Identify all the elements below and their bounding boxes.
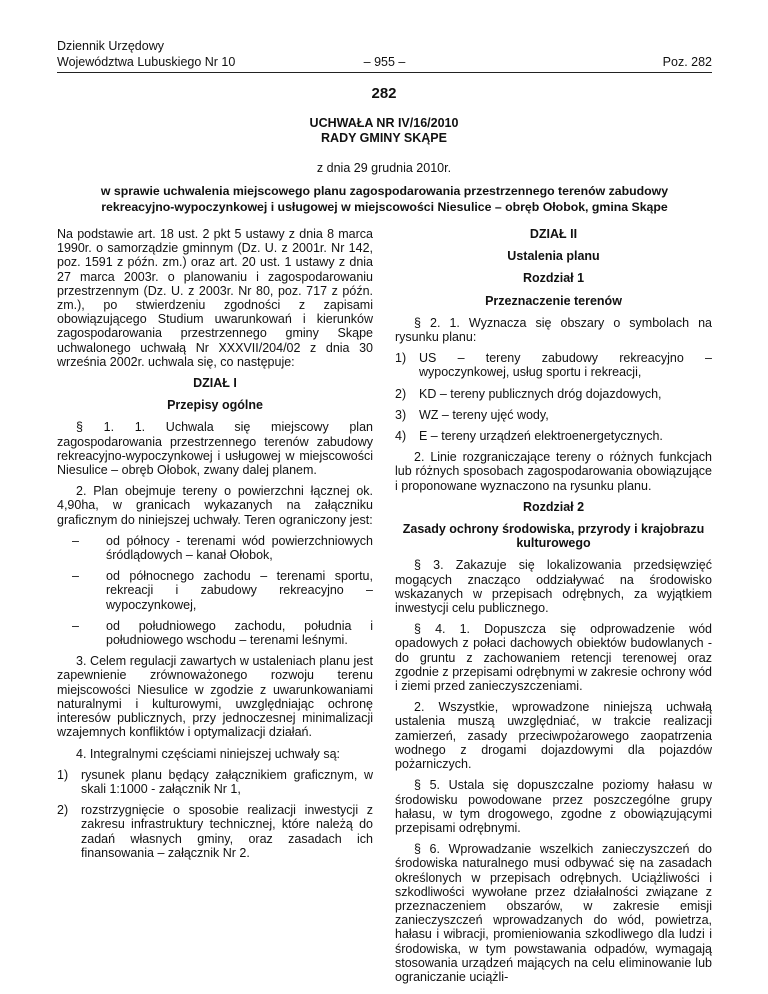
- list-item-text: rysunek planu będący załącznikiem graficznym, w skali 1:1000 - załącznik Nr 1,: [81, 767, 373, 796]
- list-item: [57, 619, 373, 647]
- resolution-title: [0, 116, 768, 146]
- paragraph-1-1: § 1. 1. Uchwala się miejscowy plan zagospodarowania przestrzennego terenów zabudowy rekreacyjno-wypoczynkowej i usługowej w miejscowości Niesulice – obręb Ołobok, zwany dalej planem.: [57, 420, 373, 478]
- resolution-title-line1: UCHWAŁA NR IV/16/2010: [309, 116, 459, 130]
- list-marker: –: [72, 618, 79, 633]
- section-subheading: Ustalenia planu: [507, 249, 600, 264]
- list-item-text: rozstrzygnięcie o sposobie realizacji inwestycji z zakresu infrastruktury technicznej, które należą do zadań własnych gminy, oraz zasadach ich finansowania – załącznik Nr 2.: [81, 803, 373, 860]
- resolution-subject-line2: rekreacyjno-wypoczynkowej i usługowej w miejscowości Niesulice – obręb Ołobok, gmina Skąpe: [101, 200, 668, 214]
- list-number: 3): [395, 407, 407, 422]
- land-use-list: [395, 351, 712, 443]
- chapter-subheading: Zasady ochrony środowiska, przyrody i krajobrazu kulturowego: [402, 522, 705, 551]
- list-item-text: KD – tereny publicznych dróg dojazdowych,: [419, 386, 662, 401]
- section-subheading: Przepisy ogólne: [167, 398, 263, 413]
- paragraph-6: § 6. Wprowadzanie wszelkich zanieczyszczeń do środowiska naturalnego musi odbywać się na zasadach określonych w przepisach odrębnych. Uciążliwości i szkodliwości wywołane przez działalności związane z przeznaczeniem obszarów, w zakresie emisji zanieczyszczeń wprowadzanych do wód, powietrza, hałasu i wibracji, promieniowania szkodliwego dla ludzi i środowiska, w tym powstawania odpadów, wymagają stosowania urządzeń mających na celu eliminowanie lub ograniczanie uciążli-: [395, 842, 712, 984]
- list-item: [57, 534, 373, 562]
- resolution-title-line2: RADY GMINY SKĄPE: [321, 131, 447, 145]
- paragraph-2-1: § 2. 1. Wyznacza się obszary o symbolach na rysunku planu:: [395, 315, 712, 345]
- resolution-subject: [57, 183, 712, 215]
- chapter-heading: Rozdział 2: [522, 499, 585, 514]
- list-number: 2): [57, 803, 69, 818]
- paragraph-4-1: § 4. 1. Dopuszcza się odprowadzenie wód opadowych z połaci dachowych obiektów budowlanych - do gruntu z zachowaniem retencji terenowej oraz zgodnie z przepisami odrębnymi w zakresie ochrony wód i ziemi przed zanieczyszczeniami.: [395, 622, 712, 694]
- list-marker: –: [72, 569, 79, 584]
- section-heading: DZIAŁ I: [193, 376, 237, 391]
- document-number: 282: [371, 85, 397, 102]
- list-item-text: od południowego zachodu, południa i południowego wschodu – terenami leśnymi.: [106, 618, 373, 648]
- paragraph-2-2: 2. Linie rozgraniczające tereny o różnych funkcjach lub różnych sposobach zagospodarowania obowiązujące i proponowane wyznaczono na rysunku planu.: [395, 450, 712, 493]
- paragraph-1-3: 3. Celem regulacji zawartych w ustaleniach planu jest zapewnienie zrównoważonego rozwoju terenu miejscowości Niesulice w zgodzie z uwarunkowaniami naturalnymi i kulturowymi, uwzględniając ochronę interesów publicznych, przy jednoczesnej minimalizacji wzajemnych konfliktów i optymalizacji działań.: [57, 654, 373, 740]
- chapter-heading: Rozdział 1: [522, 271, 585, 286]
- list-item: [395, 387, 712, 401]
- page-number: – 955 –: [363, 55, 406, 69]
- boundary-list: [57, 534, 373, 647]
- list-item: [395, 429, 712, 443]
- list-number: 2): [395, 386, 407, 401]
- left-column: [57, 227, 373, 867]
- list-number: 1): [395, 351, 407, 366]
- legal-basis-paragraph: Na podstawie art. 18 ust. 2 pkt 5 ustawy z dnia 8 marca 1990r. o samorządzie gminnym (Dz. U. z 2001r. Nr 142, poz. 1591 z późn. zm.) oraz art. 20 ust. 1 ustawy z dnia 27 marca 2003r. o planowaniu i zagospodarowaniu przestrzennym (Dz. U. z 2003r. Nr 80, poz. 717 z późn. zm.), po stwierdzeniu zgodności z zapisami obowiązującego Studium uwarunkowań i kierunków zagospodarowania przestrzennego gminy Skąpe uchwalonego uchwałą Nr XXXVII/204/02 z dnia 30 września 2002r. uchwala się, co następuje:: [57, 227, 373, 369]
- paragraph-1-4: 4. Integralnymi częściami niniejszej uchwały są:: [76, 746, 340, 761]
- journal-name-line1: Dziennik Urzędowy: [57, 39, 164, 53]
- list-item-text: WZ – tereny ujęć wody,: [419, 407, 549, 422]
- list-number: 4): [395, 429, 407, 444]
- paragraph-1-2: 2. Plan obejmuje tereny o powierzchni łącznej ok. 4,90ha, w granicach wykazanych na załączniku graficznym do niniejszej uchwały. Teren ograniczony jest:: [57, 484, 373, 527]
- resolution-subject-line1: w sprawie uchwalenia miejscowego planu zagospodarowania przestrzennego terenów zabudowy: [100, 184, 669, 198]
- list-item: [395, 408, 712, 422]
- list-number: 1): [57, 767, 69, 782]
- paragraph-5: § 5. Ustala się dopuszczalne poziomy hałasu w środowisku powodowane przez poszczególne grupy hałasu, w tym drogowego, zgodne z obowiązującymi przepisami odrębnymi.: [395, 778, 712, 835]
- list-item-text: US – tereny zabudowy rekreacyjno – wypoczynkowej, usług sportu i rekreacji,: [419, 351, 712, 380]
- right-column: [395, 227, 712, 991]
- list-item: [57, 768, 373, 796]
- list-item: [57, 569, 373, 612]
- list-item-text: od północnego zachodu – terenami sportu, rekreacji i zabudowy rekreacyjno – wypoczynkowej,: [106, 569, 373, 612]
- list-item: [57, 803, 373, 860]
- journal-name-line2: Województwa Lubuskiego Nr 10: [57, 55, 236, 69]
- position-number: Poz. 282: [662, 55, 712, 69]
- annex-list: [57, 768, 373, 860]
- resolution-date: z dnia 29 grudnia 2010r.: [316, 161, 452, 175]
- list-item-text: od północy - terenami wód powierzchniowych śródlądowych – kanał Ołobok,: [106, 533, 373, 563]
- paragraph-3: § 3. Zakazuje się lokalizowania przedsięwzięć mogących znacząco oddziaływać na środowisko wskazanych w przepisach odrębnych, za wyjątkiem inwestycji celu publicznego.: [395, 558, 712, 616]
- chapter-subheading: Przeznaczenie terenów: [485, 293, 622, 308]
- section-heading: DZIAŁ II: [529, 227, 578, 241]
- list-item-text: E – tereny urządzeń elektroenergetycznych.: [419, 429, 663, 444]
- page-header: [57, 38, 712, 73]
- list-marker: –: [72, 533, 79, 548]
- paragraph-4-2: 2. Wszystkie, wprowadzone niniejszą uchwałą ustalenia muszą uwzględniać, w trakcie realizacji zamierzeń, zasady przeciwpożarowego zaopatrzenia wodnego z drogami dojazdowymi dla pojazdów pożarniczych.: [395, 700, 712, 772]
- list-item: [395, 351, 712, 379]
